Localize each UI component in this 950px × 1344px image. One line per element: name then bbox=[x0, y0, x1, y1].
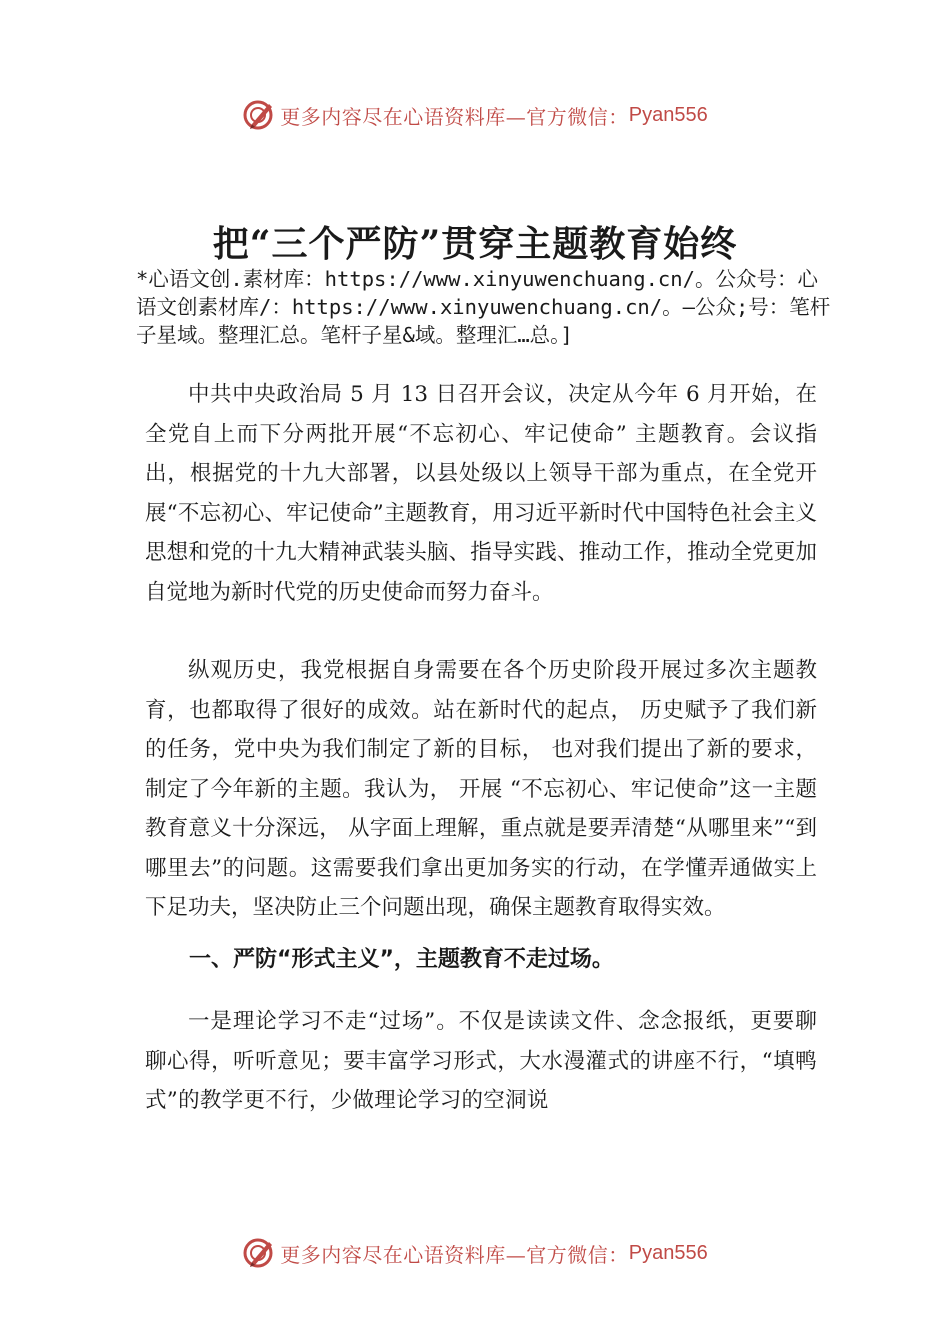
header-banner-text: 更多内容尽在心语资料库—官方微信： bbox=[280, 104, 629, 129]
section-paragraph: 一是理论学习不走“过场”。不仅是读读文件、念念报纸，更要聊聊心得，听听意见；要丰富学习形式，大水漫灌式的讲座不行，“填鸭式”的教学更不行，少做理论学习的空洞说 bbox=[145, 1009, 817, 1113]
header-banner bbox=[0, 95, 950, 135]
section-heading: 一、严防“形式主义”，主题教育不走过场。 bbox=[189, 947, 614, 972]
document-title: 把“三个严防”贯穿主题教育始终 bbox=[212, 223, 738, 265]
paragraph-1: 中共中央政治局 5 月 13 日召开会议，决定从今年 6 月开始，在全党自上而下分两批开展“不忘初心、牢记使命” 主题教育。会议指出，根据党的十九大部署，以县处级以上领导干部为重点，在全党开展“不忘初心、牢记使命”主题教育，用习近平新时代中国特色社会主义思想和党的十九大精神武装头脑、指导实践、推动工作，推动全党更加自觉地为新时代党的历史使命而努力奋斗。 bbox=[145, 382, 817, 605]
footer-wechat-id: Pyan556 bbox=[628, 1241, 708, 1264]
footer-banner-text: 更多内容尽在心语资料库—官方微信： bbox=[280, 1242, 629, 1267]
footer-banner bbox=[0, 1233, 950, 1273]
pen-logo-icon bbox=[242, 98, 276, 132]
source-meta-text: *心语文创.素材库：https://www.xinyuwenchuang.cn/。公众号：心语文创素材库/：https://www.xinyuwenchuang.cn/。—公众;号：笔杆子星域。整理汇总。笔杆子星&域。整理汇…总。] bbox=[136, 267, 831, 347]
paragraph-2: 纵观历史，我党根据自身需要在各个历史阶段开展过多次主题教育，也都取得了很好的成效。站在新时代的起点， 历史赋予了我们新的任务，党中央为我们制定了新的目标， 也对我们提出了新的要求，制定了今年新的主题。我认为， 开展 “不忘初心、牢记使命”这一主题教育意义十分深远， 从字面上理解，重点就是要弄清楚“从哪里来”“到哪里去”的问题。这需要我们拿出更加务实的行动，在学懂弄通做实上下足功夫，坚决防止三个问题出现，确保主题教育取得实效。 bbox=[145, 658, 817, 920]
header-wechat-id: Pyan556 bbox=[628, 103, 708, 126]
pen-logo-icon bbox=[242, 1236, 276, 1270]
